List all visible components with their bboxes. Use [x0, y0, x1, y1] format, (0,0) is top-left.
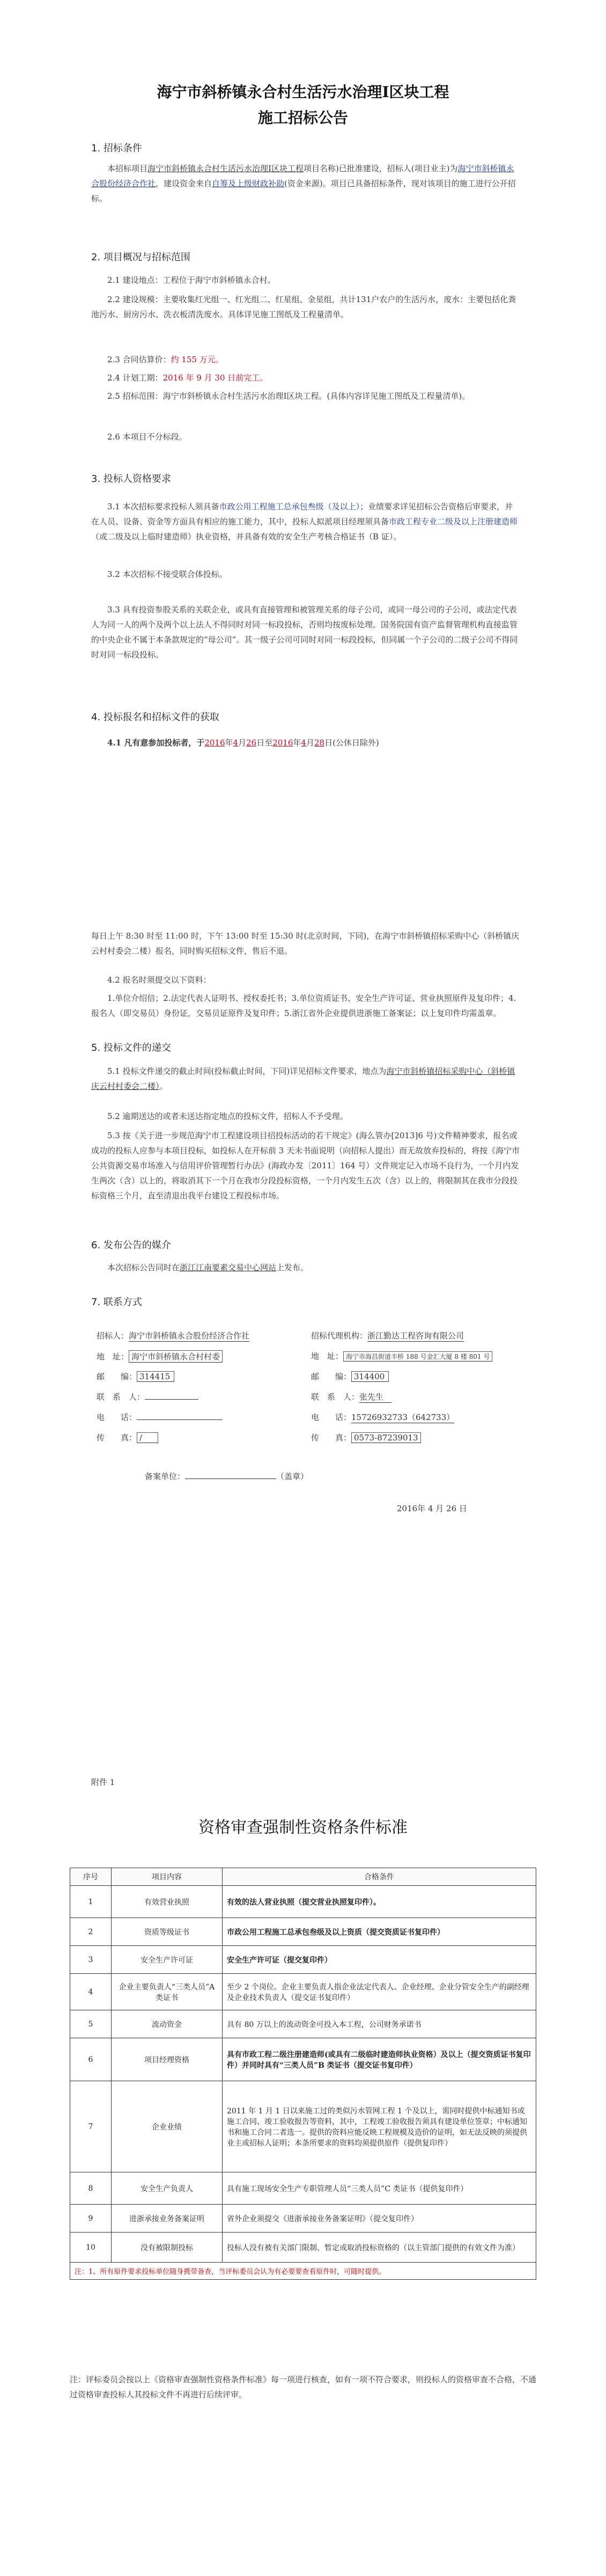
section-5-heading: 5. 投标文件的递交 [91, 1042, 171, 1053]
table-row [70, 1886, 536, 1918]
row-cond: 具有施工现场安全生产专职管理人员“三类人员”C 类证书（提供复印件） [223, 2172, 536, 2205]
tenderer-addr: 海宁市斜桥镇永合村村委 [129, 1350, 223, 1363]
media-name: 浙江江南要素交易中心网站 [180, 1263, 277, 1272]
agent-org: 浙江勤达工程咨询有限公司 [367, 1331, 464, 1341]
section-3-line-2: 3.2 本次招标不接受联合体投标。 [107, 569, 227, 579]
section-4-heading: 4. 投标报名和招标文件的获取 [91, 712, 219, 723]
section-5-line-1 [91, 1064, 520, 1094]
text: 日(公休日除外) [324, 738, 379, 748]
header-cond: 合格条件 [223, 1868, 536, 1886]
label: 电 话： [97, 1413, 137, 1422]
row-no: 2 [70, 1918, 112, 1946]
text: （或二级及以上临时建造师）执业资格，并具备有效的安全生产考核合格证书（B 证）。 [91, 532, 402, 541]
owner-name: 海宁市斜桥镇永合股份经济合作社 [91, 164, 514, 188]
table-row [70, 2205, 536, 2233]
tenderer-fax: / [137, 1432, 158, 1443]
section-1-heading: 1. 招标条件 [91, 143, 142, 154]
agent-contact: 张先生 [359, 1391, 391, 1403]
table-row [70, 2172, 536, 2205]
section-2-line-3 [91, 352, 520, 367]
row-item: 企业业绩 [112, 2081, 223, 2172]
row-item: 安全生产许可证 [112, 1946, 223, 1974]
section-3-line-3: 3.3 具有投资参股关系的关联企业，或具有直接管理和被管理关系的母子公司，或同一母公司的子公司，或法定代表人为同一人的两个及两个以上法人不得同时对同一标段投标，否则均按废标处理。国务院国有资产监督管理机构直接监管的中央企业不属于本条款规定的“母公司”。其一级子公司可同时对同一标段投标，但同属一个子公司的二级子公司不得同时对同一标段投标。 [91, 605, 518, 660]
agent-fax: 0573-87239013 [351, 1432, 421, 1443]
label: 联 系 人： [97, 1392, 145, 1402]
tenderer-fax-row [97, 1432, 158, 1443]
manager-qualification: 市政工程专业二级及以上注册建造师 [389, 517, 518, 526]
text: 本次招标公告同时在 [107, 1263, 180, 1272]
row-cond: 市政公用工程施工总承包叁级及以上资质（提交资质证书复印件） [223, 1918, 536, 1946]
page-title: 海宁市斜桥镇永合村生活污水治理Ⅰ区块工程 [157, 83, 449, 101]
text: 上发布。 [276, 1263, 309, 1272]
section-1-body [91, 161, 520, 206]
table-note: 注：1、所有原件要求投标单位随身携带备查，当评标委员会认为有必要要查看原件时，可随时提供。 [70, 2263, 536, 2280]
table-note-row [70, 2263, 536, 2280]
text: 本招标项目 [107, 164, 148, 173]
section-2-line-4 [91, 370, 520, 385]
header-no: 序号 [70, 1868, 112, 1886]
row-no: 10 [70, 2233, 112, 2263]
section-3-line-1 [91, 499, 520, 544]
tenderer-zip-row [97, 1371, 174, 1382]
label: 电 话： [311, 1413, 352, 1422]
tenderer-org-row [97, 1330, 249, 1342]
row-no: 6 [70, 2038, 112, 2081]
tenderer-zip: 314415 [137, 1371, 174, 1382]
label: 邮 编： [311, 1372, 352, 1381]
text: 日至 [256, 738, 273, 748]
agent-contact-row [311, 1391, 391, 1403]
text: 2.4 计划工期： [107, 373, 163, 383]
tenderer-tel-row [97, 1411, 223, 1423]
section-2-line-5: 2.5 招标范围：海宁市斜桥镇永合村生活污水治理Ⅰ区块工程。(具体内容详见施工图纸及工程量清单)。 [107, 391, 470, 401]
agent-addr-row [311, 1350, 492, 1362]
row-item: 进浙承接业务备案证明 [112, 2205, 223, 2233]
row-item: 流动资金 [112, 2010, 223, 2038]
tenderer-tel [137, 1419, 223, 1420]
text: (资金来源)。项目已具备招标条件，现对该项目的施工进行公开招标。 [91, 179, 516, 203]
row-item: 有效营业执照 [112, 1886, 223, 1918]
table-row [70, 1918, 536, 1946]
notice-date: 2016年 4 月 26 日 [397, 1504, 467, 1513]
label: 地 址： [311, 1351, 344, 1361]
label: 联 系 人： [311, 1392, 360, 1402]
appendix-label: 附件 1 [91, 1777, 115, 1787]
agent-fax-row [311, 1432, 421, 1443]
project-name: 海宁市斜桥镇永合村生活污水治理Ⅰ区块工程 [147, 164, 304, 173]
section-4-line-2: 4.2 报名时须提交以下资料： [107, 975, 211, 985]
section-6-heading: 6. 发布公告的媒介 [91, 1240, 171, 1251]
start-month: 4 [233, 738, 239, 748]
end-day: 28 [314, 738, 325, 748]
text: 2.3 合同估算价： [107, 355, 171, 364]
end-month: 4 [301, 738, 306, 748]
row-no: 8 [70, 2172, 112, 2205]
table-row [70, 2038, 536, 2081]
section-5-line-2: 5.2 逾期送达的或者未送达指定地点的投标文件，招标人不予受理。 [107, 1111, 348, 1121]
end-year: 2016 [272, 738, 293, 748]
label: 备案单位： [145, 1472, 186, 1481]
table-row [70, 1946, 536, 1974]
agent-zip-row [311, 1371, 389, 1382]
table-header-row [70, 1868, 536, 1886]
label: 地 址： [97, 1352, 129, 1362]
section-2-heading: 2. 项目概况与招标范围 [91, 252, 190, 263]
text: 项目名称)已批准建设，招标人(项目业主)为 [303, 164, 458, 173]
label: 邮 编： [97, 1372, 137, 1381]
deadline: 2016 年 9 月 30 日前完工。 [162, 373, 268, 383]
row-item: 资质等级证书 [112, 1918, 223, 1946]
row-item: 没有被限制投标 [112, 2233, 223, 2263]
section-5-line-3: 5.3 按《关于进一步规范海宁市工程建设项目招投标活动的若干规定》(海么管办[2013]6 号)文件精神要求，报名或成功的投标人应参与本项目投标，如投标人在开标前 3 天未书面说明（向招标人提出）而无故放弃投标的，将按《海宁市公共资源交易市场准入与信用评价管理暂行办法》(海政办发〔2011〕164 号）文件规定记入市场不良行为，一个月内发生两次（含）以上的，将取消其下一个月在我市分段投标资格，一个月内发生五次（含）以上的，将限制其在我市分段投标资格三个月，直至清退出我平台建设工程投标市场。 [91, 1131, 520, 1201]
agent-tel: 15726932733（642733） [351, 1413, 455, 1422]
row-item: 企业主要负责人“三类人员”A 类证书 [112, 1974, 223, 2010]
filing-row [145, 1470, 308, 1482]
section-3-heading: 3. 投标人资格要求 [91, 473, 171, 485]
row-cond: 有效的法人营业执照（提交营业执照复印件）。 [223, 1886, 536, 1918]
row-cond: 投标人没有被有关部门限制、暂定或取消投标资格的（以主管部门提供的有效文件为准） [223, 2233, 536, 2263]
section-4-time-line: 每日上午 8:30 时至 11:00 时，下午 13:00 时至 15:30 时(北京时间，下同)，在海宁市斜桥镇招标采购中心（斜桥镇庆云村村委会二楼）报名，同时购买招标文件，售后不退。 [91, 931, 520, 956]
fund-source: 自筹及上级财政补助 [212, 179, 285, 188]
agent-zip: 314400 [351, 1371, 389, 1382]
row-item: 项目经理资格 [112, 2038, 223, 2081]
page-subtitle: 施工招标公告 [257, 109, 348, 127]
row-cond: 具有 80 万以上的流动资金可投入本工程，公司财务承诺书 [223, 2010, 536, 2038]
label: 招标人： [97, 1331, 129, 1341]
agent-tel-row [311, 1411, 454, 1423]
footer-note: 注：评标委员会按以上《资格审查强制性资格条件标准》每一项进行核查，如有一项不符合要求，则投标人的资格审查不合格，不通过资格审查投标人其投标文件不再进行后续评审。 [70, 2375, 537, 2399]
agent-org-row [311, 1330, 464, 1342]
agent-addr: 海宁市海昌街道丰桥 188 号金汇大厦 8 楼 801 号 [343, 1351, 492, 1362]
seal-note: （盖章） [276, 1472, 309, 1481]
row-no: 5 [70, 2010, 112, 2038]
section-2-line-1: 2.1 建设地点：工程位于海宁市斜桥镇永合村。 [107, 275, 276, 285]
label: 传 真： [97, 1433, 137, 1443]
section-2-line-6: 2.6 本项目不分标段。 [107, 432, 187, 442]
text: ；业绩要求详见招标公告资格后审要求，并在人员、设备、资金等方面具有相应的施工能力，其中，投标人拟派项目经理须具备 [91, 502, 513, 526]
section-6-line-1 [91, 1260, 520, 1275]
table-row [70, 2081, 536, 2172]
section-4-line-1: 4.1 凡有意参加投标者，于2016年4月26日至2016年4月28日(公休日除外) [107, 738, 379, 748]
row-cond: 具有市政工程二级注册建造师(或具有二级临时建造师执业资格）及以上（提交资质证书复印件）并同时具有“三类人员”B 类证书（提交证书复印件） [223, 2038, 536, 2081]
tenderer-contact-row [97, 1391, 198, 1402]
row-cond: 省外企业须提交《进浙承接业务备案证明》（提交复印件） [223, 2205, 536, 2233]
requirements-table [70, 1868, 536, 2280]
contract-price: 约 155 万元。 [171, 355, 224, 364]
table-row [70, 2233, 536, 2263]
text: ，建设资金来自 [156, 179, 212, 188]
label: 传 真： [311, 1433, 352, 1443]
tenderer-addr-row [97, 1350, 223, 1363]
start-day: 26 [246, 738, 257, 748]
start-year: 2016 [204, 738, 225, 748]
table-row [70, 2010, 536, 2038]
row-cond: 安全生产许可证（提交复印件） [223, 1946, 536, 1974]
tenderer-org: 海宁市斜桥镇永合股份经济合作社 [129, 1331, 250, 1341]
row-no: 3 [70, 1946, 112, 1974]
submit-place: 海宁市斜桥镇招标采购中心（斜桥镇庆云村村委会二楼） [91, 1066, 515, 1091]
tenderer-contact [145, 1399, 198, 1400]
text: 5.1 投标文件递交的截止时间(投标截止时间，下同)详见招标文件要求，地点为 [107, 1066, 387, 1076]
section-4-line-2-detail: 1.单位介绍信；2.法定代表人证明书、授权委托书；3.单位资质证书、安全生产许可证、营业执照原件及复印件；4.报名人（即交易员）身份证，交易员证原件及复印件；5.浙江省外企业提供进浙施工备案证；以上复印件均需盖章。 [91, 993, 516, 1018]
row-cond: 至少 2 个岗位。企业主要负责人指企业法定代表人、企业经理、企业分管安全生产的副经理及企业技术负责人（提交证书复印件） [223, 1974, 536, 2010]
row-cond: 2011 年 1 月 1 日以来施工过的类似污水管网工程 1 个及以上，需同时提供中标通知书或施工合同、竣工验收报告等资料，其中，工程竣工验收报告须具有建设单位签章；中标通知书和施工合同二者选一。提供的资料应能反映工程规模及造价的证明，如无法反映的须提供业主或招标人证明；本条所要求的资料均须提供原件（提供复印件） [223, 2081, 536, 2172]
section-2-line-2: 2.2 建设规模：主要收集红光组一、红光组二、红星组、金星组，共计131户农户的生活污水，废水：主要包括化粪池污水、厨房污水、洗衣板清洗废水。具体详见施工图纸及工程量清单。 [91, 295, 516, 319]
header-item: 项目内容 [112, 1868, 223, 1886]
row-item: 安全生产负责人 [112, 2172, 223, 2205]
text: 。 [159, 1081, 168, 1091]
label: 招标代理机构： [311, 1331, 368, 1341]
appendix-title: 资格审查强制性资格条件标准 [198, 1818, 408, 1837]
row-no: 1 [70, 1886, 112, 1918]
row-no: 7 [70, 2081, 112, 2172]
row-no: 4 [70, 1974, 112, 2010]
text: 4.1 凡有意参加投标者，于 [107, 738, 205, 748]
qualification: 市政公用工程施工总承包叁级（及以上） [219, 502, 360, 511]
text: 3.1 本次招标要求投标人须具备 [107, 502, 219, 511]
section-7-heading: 7. 联系方式 [91, 1297, 142, 1308]
row-no: 9 [70, 2205, 112, 2233]
table-row [70, 1974, 536, 2010]
